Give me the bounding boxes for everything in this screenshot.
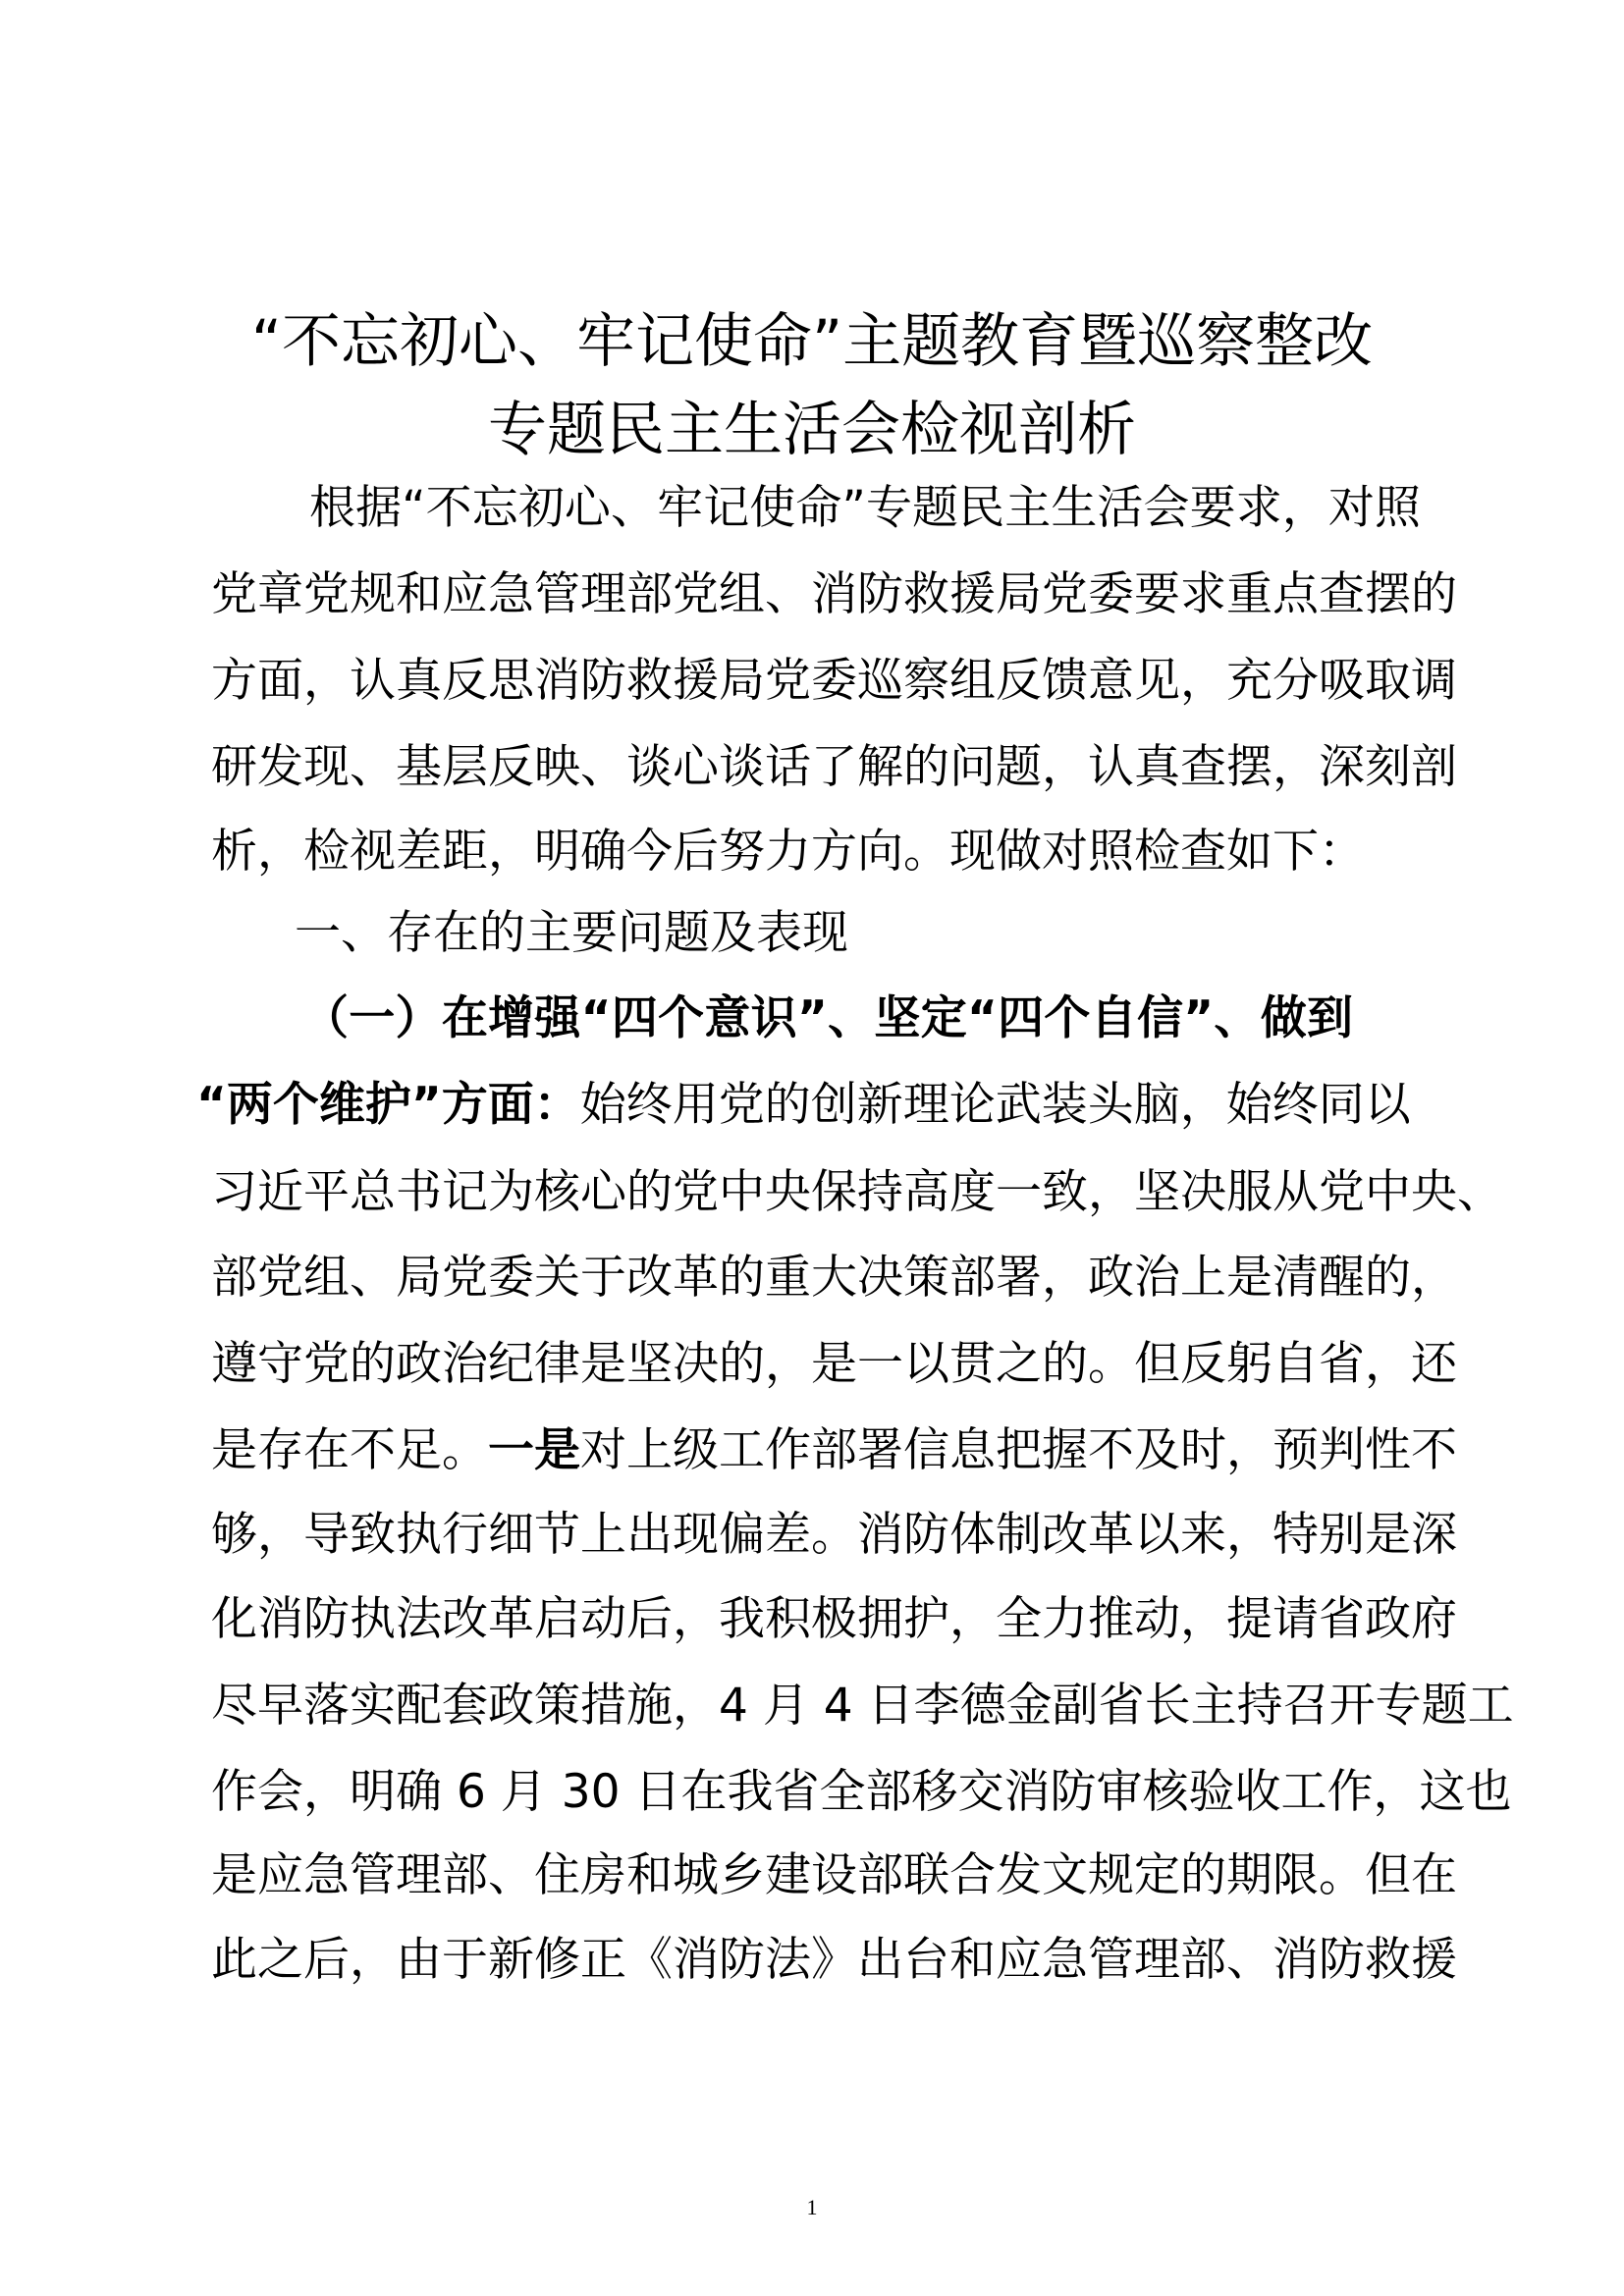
body-text: 此之后，由于新修正《消防法》出台和应急管理部、消防救援: [211, 1933, 1457, 1987]
bold-text: 一是: [488, 1423, 580, 1477]
page-number: 1: [806, 2195, 818, 2219]
paragraph-line: [211, 1933, 1457, 1988]
document-title-line-1: “不忘初心、牢记使命”主题教育暨巡察整改: [250, 307, 1374, 376]
body-text: 始终用党的创新理论武装头脑，始终同以: [579, 1078, 1411, 1132]
paragraph-line: [211, 1337, 1457, 1392]
body-text: 习近平总书记为核心的党中央保持高度一致，坚决服从党中央、: [211, 1165, 1503, 1219]
bold-text: “两个维护”方面：: [196, 1078, 580, 1132]
paragraph-line: [211, 1848, 1457, 1903]
paragraph-line: [211, 825, 1365, 880]
paragraph-line: [211, 1592, 1457, 1647]
bold-text: （一）在增强“四个意识”、坚定“四个自信”、做到: [302, 991, 1353, 1045]
body-text: 析，检视差距，明确今后努力方向。现做对照检查如下：: [211, 825, 1365, 879]
body-text: 根据“不忘初心、牢记使命”专题民主生活会要求，对照: [309, 481, 1421, 535]
paragraph-line: [211, 567, 1457, 622]
body-text: 作会，明确 6 月 30 日在我省全部移交消防审核验收工作，这也: [211, 1765, 1512, 1819]
paragraph-line: [211, 1165, 1503, 1220]
paragraph-line: [309, 481, 1421, 536]
body-text: 部党组、局党委关于改革的重大决策部署，政治上是清醒的，: [211, 1251, 1457, 1305]
paragraph-line: [211, 740, 1457, 795]
paragraph-line: [196, 1078, 1411, 1133]
body-text: 研发现、基层反映、谈心谈话了解的问题，认真查摆，深刻剖: [211, 740, 1457, 794]
body-text: 方面，认真反思消防救援局党委巡察组反馈意见，充分吸取调: [211, 654, 1457, 708]
paragraph-line: [211, 1679, 1514, 1734]
body-text: 够，导致执行细节上出现偏差。消防体制改革以来，特别是深: [211, 1508, 1457, 1562]
body-text: 化消防执法改革启动后，我积极拥护，全力推动，提请省政府: [211, 1592, 1457, 1646]
paragraph-line: [211, 654, 1457, 709]
paragraph-line: [211, 1508, 1457, 1563]
body-text: 一、存在的主要问题及表现: [295, 906, 848, 960]
body-text: 党章党规和应急管理部党组、消防救援局党委要求重点查摆的: [211, 567, 1457, 621]
subsection-heading: [302, 991, 1353, 1046]
paragraph-line: [211, 1765, 1512, 1820]
section-heading: [295, 906, 848, 961]
body-text: 是应急管理部、住房和城乡建设部联合发文规定的期限。但在: [211, 1848, 1457, 1902]
paragraph-line: [211, 1423, 1457, 1478]
body-text: 尽早落实配套政策措施，4 月 4 日李德金副省长主持召开专题工: [211, 1679, 1514, 1733]
paragraph-line: [211, 1251, 1457, 1306]
document-title-line-2: 专题民主生活会检视剖析: [488, 396, 1136, 464]
body-text: 是存在不足。: [211, 1423, 488, 1477]
body-text: 遵守党的政治纪律是坚决的，是一以贯之的。但反躬自省，还: [211, 1337, 1457, 1391]
body-text: 对上级工作部署信息把握不及时，预判性不: [580, 1423, 1457, 1477]
